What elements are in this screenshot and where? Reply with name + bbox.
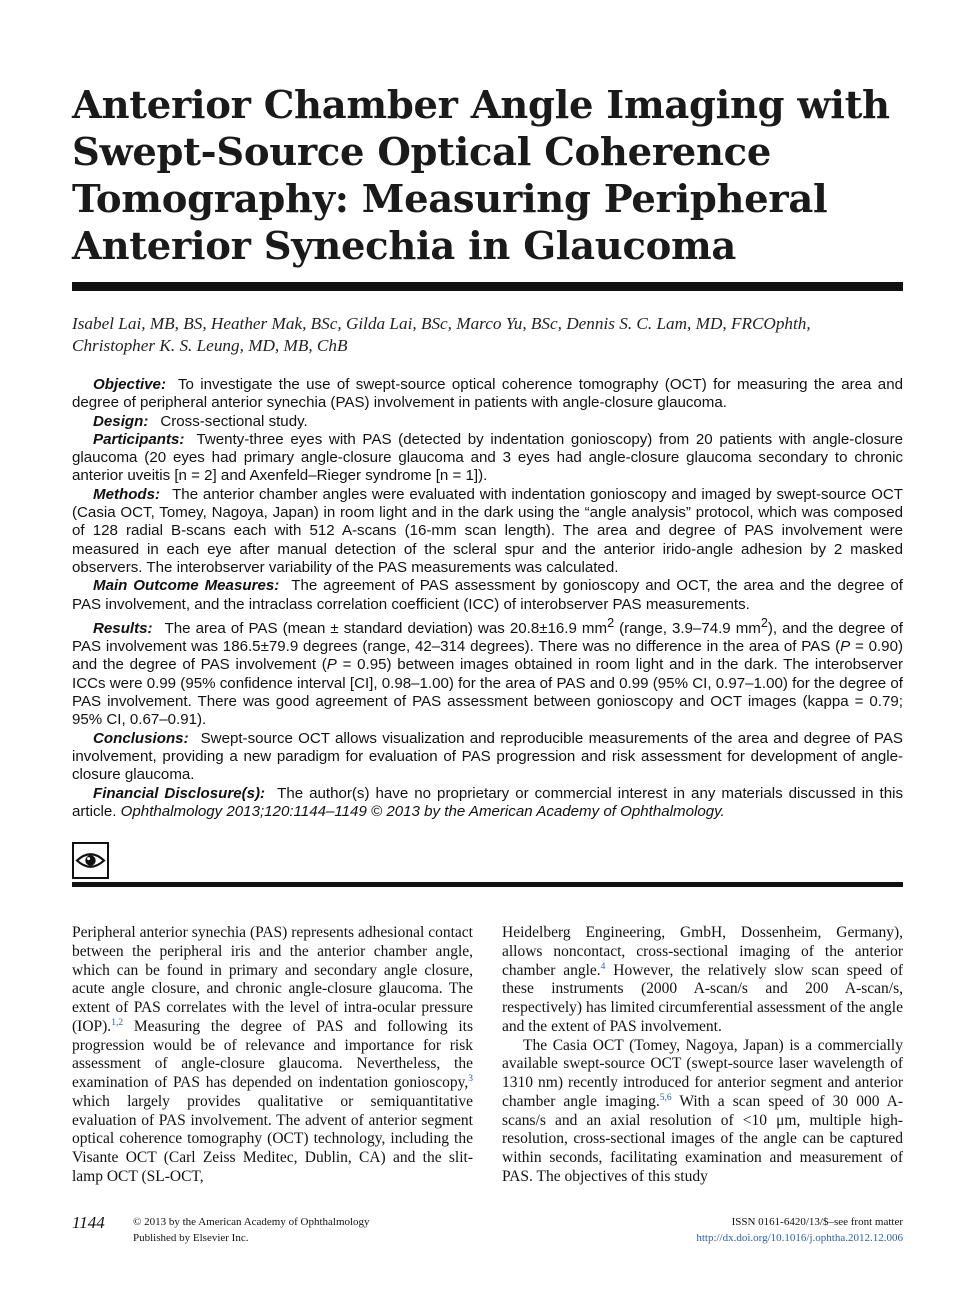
abstract-label: Financial Disclosure(s): [93,784,266,802]
abstract-label: Objective: [93,376,166,393]
abstract-design: Design: Cross-sectional study. [93,412,308,430]
authors-line: Christopher K. S. Leung, MD, MB, ChB [72,336,348,355]
abstract-label: Design: [93,412,149,430]
abstract-results: Results: The area of PAS (mean ± standard deviation) was 20.8±16.9 $mm^2$ (range, 3.9–74.9 $mm^2$), and the degree of PAS involvement was 186.5±79.9 degrees (range, 42–314 degrees). There was no difference in the area of PAS (P = 0.90) and the degree of PAS involvement (P = 0.95) between images obtained in room light and in the dark. The interobserver ICCs were 0.99 (95% confidence interval [CI], 0.98–1.00) for the area of PAS and 0.99 (95% CI, 0.97–1.00) for the degree of PAS involvement. There was good agreement of PAS assessment between gonioscopy and OCT images (kappa = 0.79; 95% CI, 0.67–0.91). [72,615,904,729]
reference-link[interactable]: 3 [468,1074,473,1084]
abstract-label: Conclusions: [93,729,189,747]
doi-link[interactable]: http://dx.doi.org/10.1016/j.ophtha.2012.12.006 [696,1231,903,1244]
issn: ISSN 0161-6420/13/$–see front matter [731,1216,903,1228]
abstract-conclusions: Conclusions: Swept-source OCT allows visualization and reproducible measurements of the area and degree of PAS involvement, providing a new paradigm for evaluation of PAS progression and risk assessment for development of angle-closure glaucoma. [72,729,903,784]
abstract-methods: Methods: The anterior chamber angles were evaluated with indentation gonioscopy and imaged by swept-source OCT (Casia OCT, Tomey, Nagoya, Japan) in room light and in the dark using the “angle analysis” protocol, which was composed of 128 radial B-scans each with 512 A-scans (16-mm scan length). The area and degree of PAS involvement were measured in each eye after manual detection of the scleral spur and the anterior irido-angle adhesion by 2 masked observers. The interobserver variability of the PAS measurements was calculated. [72,485,903,576]
article-title: Anterior Chamber Angle Imaging with Swept-Source Optical Coherence Tomography: Measuring Peripheral Anterior Synechia in Glaucoma [72,83,890,269]
abstract-divider [72,882,903,887]
body-column-right [502,924,903,1187]
abstract [72,376,903,821]
body-paragraph: Heidelberg Engineering, GmbH, Dossenheim, Germany), allows noncontact, cross-sectional imaging of the anterior chamber angle.$^4$ However, the relatively slow scan speed of these instruments (2000 A-scan/s and 200 A-scan/s, respectively) has limited circumferential assessment of the angle and the extent of PAS involvement. [502,924,903,1035]
author-list [72,313,907,357]
body-paragraph: The Casia OCT (Tomey, Nagoya, Japan) is a commercially available swept-source OCT (swept-source laser wavelength of 1310 nm) recently introduced for anterior segment and anterior chamber angle imaging.$^{5,6}$ With a scan speed of 30 000 A-scans/s and an axial resolution of <10 μm, multiple high-resolution, cross-sectional images of the angle can be captured within seconds, facilitating examination and measurement of PAS. The objectives of this study [502,1036,903,1185]
footer-copyright: © 2013 by the American Academy of Ophthalmology Published by Elsevier Inc. [133,1216,370,1244]
abstract-label: Methods: [93,485,161,503]
abstract-label: Main Outcome Measures: [93,577,280,595]
authors-line: Isabel Lai, MB, BS, Heather Mak, BSc, Gilda Lai, BSc, Marco Yu, BSc, Dennis S. C. Lam, MD, FRCOphth, [72,314,811,333]
abstract-outcome-measures: Main Outcome Measures: The agreement of PAS assessment by gonioscopy and OCT, the area and the degree of PAS involvement, and the intraclass correlation coefficient (ICC) of interobserver PAS measurements. [72,577,903,613]
abstract-label: Results: [93,619,153,637]
reference-link[interactable]: 5,6 [659,1092,672,1103]
body-column-left [72,924,473,1187]
page-number: 1144 [72,1213,105,1232]
body-paragraph: Peripheral anterior synechia (PAS) represents adhesional contact between the peripheral iris and the anterior chamber angle, which can be found in primary and secondary angle closure, acute angle closure, and chronic angle-closure glaucoma. The extent of PAS correlates with the level of intra-ocular pressure (IOP).$^{1,2}$ Measuring the degree of PAS and following its progression would be of relevance and importance for risk assessment of angle-closure glaucoma. Nevertheless, the examination of PAS has depended on indentation gonioscopy,$^3$ which largely provides qualitative or semiquantitative evaluation of PAS involvement. The advent of anterior segment optical coherence tomography (OCT) technology, including the Visante OCT (Carl Zeiss Meditec, Dublin, CA) and the slit-lamp OCT (SL-OCT, [72,924,473,1185]
abstract-participants: Participants: Twenty-three eyes with PAS (detected by indentation gonioscopy) from 20 patients with angle-closure glaucoma (20 eyes had primary angle-closure glaucoma and 3 eyes had angle-closure glaucoma secondary to chronic anterior uveitis [n = 2] and Axenfeld–Rieger syndrome [n = 1]). [72,430,903,485]
eye-icon [72,842,109,879]
reference-link[interactable]: 1,2 [111,1017,124,1028]
footer-identifiers [696,1215,903,1246]
abstract-label: Participants: [93,430,185,448]
journal-citation: Ophthalmology 2013;120:1144–1149 © 2013 by the American Academy of Ophthalmology. [120,802,725,820]
title-divider [72,282,903,291]
abstract-objective: Objective: To investigate the use of swept-source optical coherence tomography (OCT) for measuring the area and degree of peripheral anterior synechia (PAS) involvement in patients with angle-closure glaucoma. [72,376,903,412]
reference-link[interactable]: 4 [600,961,606,972]
abstract-disclosure: Financial Disclosure(s): The author(s) have no proprietary or commercial interest in any materials discussed in this article. Ophthalmology 2013;120:1144–1149 © 2013 by the American Academy of Ophthalmology. [72,784,903,820]
